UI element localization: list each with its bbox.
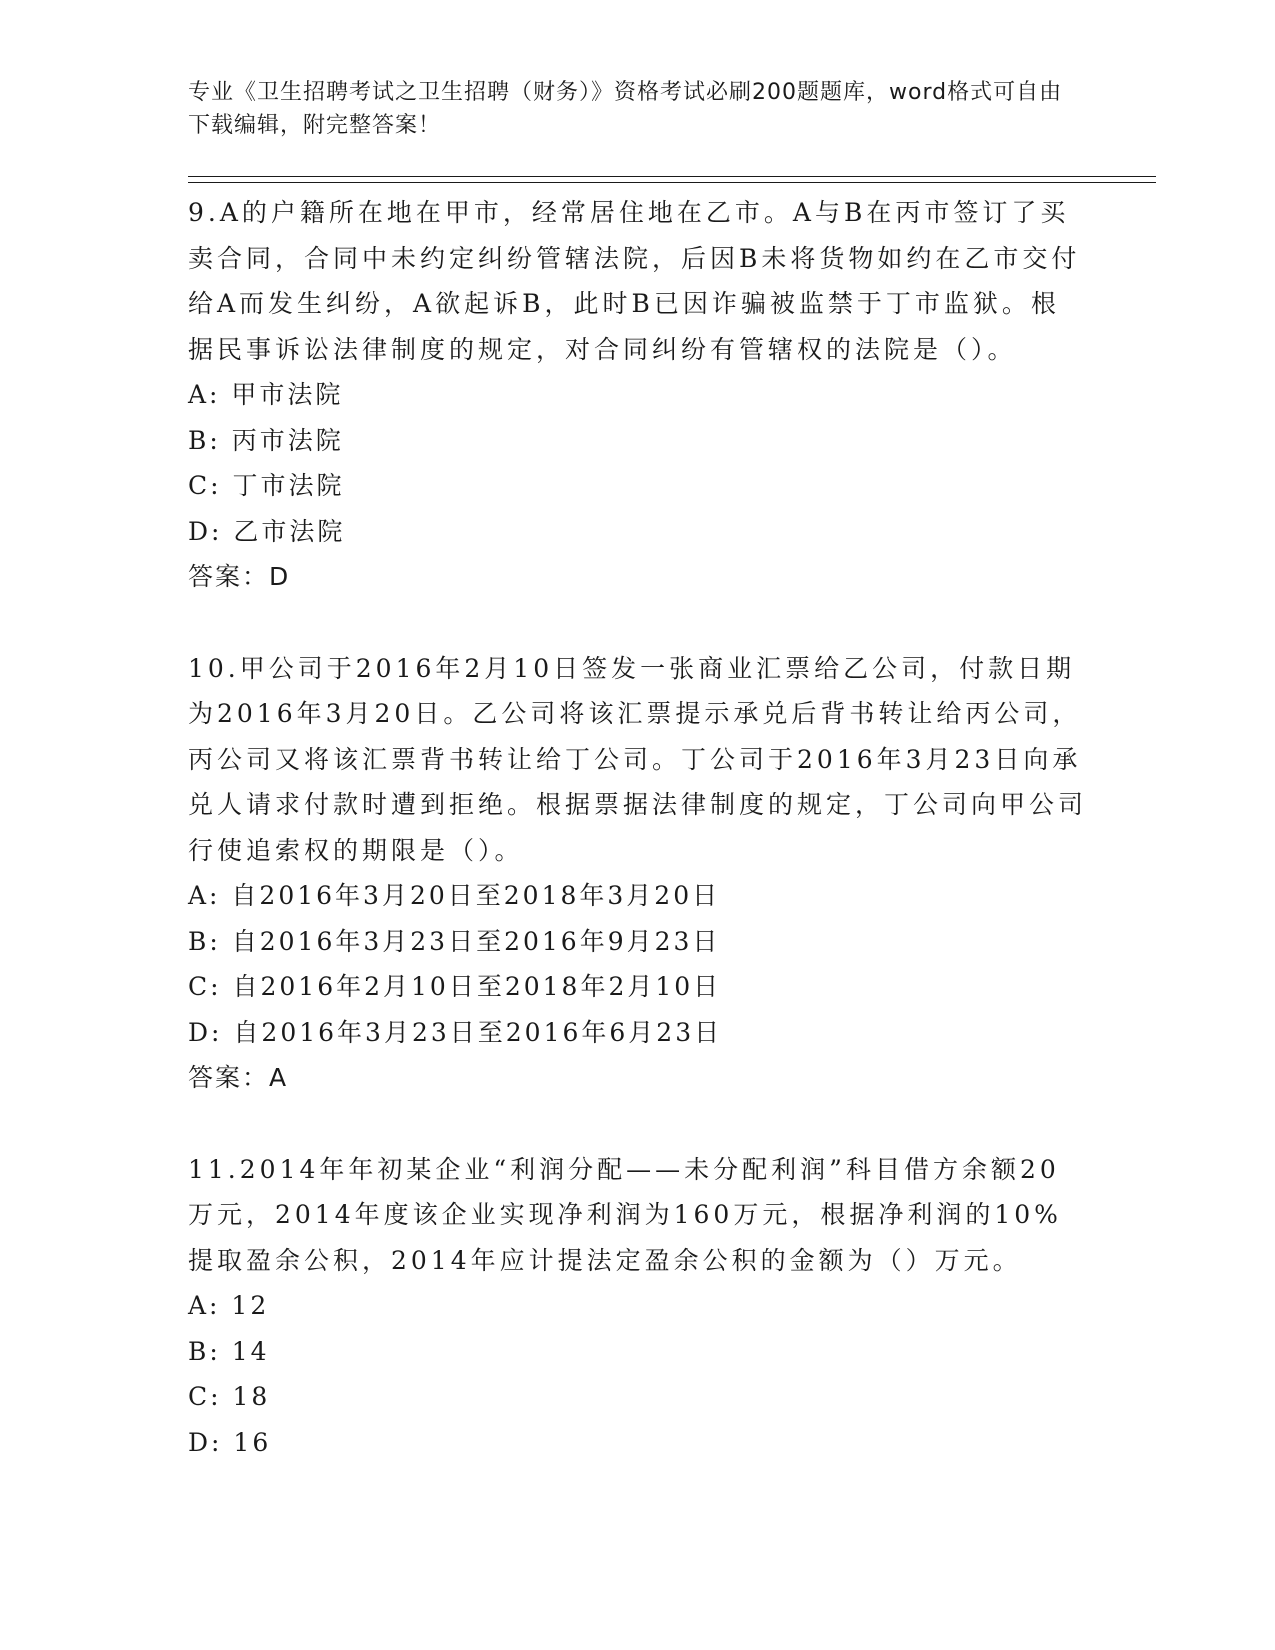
question-stem: 10.甲公司于2016年2月10日签发一张商业汇票给乙公司，付款日期为2016年3月20日。乙公司将该汇票提示承兑后背书转让给丙公司，丙公司又将该汇票背书转让给丁公司。丁公司于2016年3月23日向承兑人请求付款时遭到拒绝。根据票据法律制度的规定，丁公司向甲公司行使追索权的期限是（）。 (188, 653, 1088, 865)
option-d: D: 16 (188, 1427, 272, 1457)
option-list (188, 1283, 1088, 1465)
question-stem: 9.A的户籍所在地在甲市，经常居住地在乙市。A与B在丙市签订了买卖合同，合同中未约定纠纷管辖法院，后因B未将货物如约在乙市交付给A而发生纠纷，A欲起诉B，此时B已因诈骗被监禁于丁市监狱。根据民事诉讼法律制度的规定，对合同纠纷有管辖权的法院是（）。 (188, 198, 1081, 364)
document-header (188, 76, 1068, 142)
question-10 (188, 646, 1088, 1101)
option-c: C: 自2016年2月10日至2018年2月10日 (188, 972, 722, 1001)
option-d: D: 自2016年3月23日至2016年6月23日 (188, 1017, 723, 1047)
answer-text: 答案：A (188, 1063, 289, 1092)
question-11 (188, 1147, 1088, 1466)
option-b: B: 14 (188, 1336, 270, 1366)
header-title: 专业《卫生招聘考试之卫生招聘（财务）》资格考试必刷200题题库，word格式可自由下载编辑，附完整答案！ (188, 80, 1063, 138)
question-list (188, 190, 1088, 1465)
option-c: C: 18 (188, 1382, 271, 1411)
header-divider-top (188, 176, 1156, 177)
option-a: A: 12 (188, 1291, 270, 1320)
option-list (188, 873, 1088, 1055)
question-9 (188, 190, 1088, 600)
question-stem: 11.2014年年初某企业“利润分配——未分配利润”科目借方余额20万元，2014年度该企业实现净利润为160万元，根据净利润的10%提取盈余公积，2014年应计提法定盈余公积的金额为（）万元。 (188, 1154, 1062, 1275)
option-a: A: 自2016年3月20日至2018年3月20日 (188, 881, 721, 910)
option-d: D: 乙市法院 (188, 516, 346, 546)
option-c: C: 丁市法院 (188, 471, 345, 500)
answer-text: 答案：D (188, 562, 291, 591)
header-divider-bottom (188, 182, 1156, 183)
option-b: B: 自2016年3月23日至2016年9月23日 (188, 926, 721, 956)
option-list (188, 372, 1088, 554)
option-a: A: 甲市法院 (188, 380, 344, 409)
option-b: B: 丙市法院 (188, 425, 344, 455)
